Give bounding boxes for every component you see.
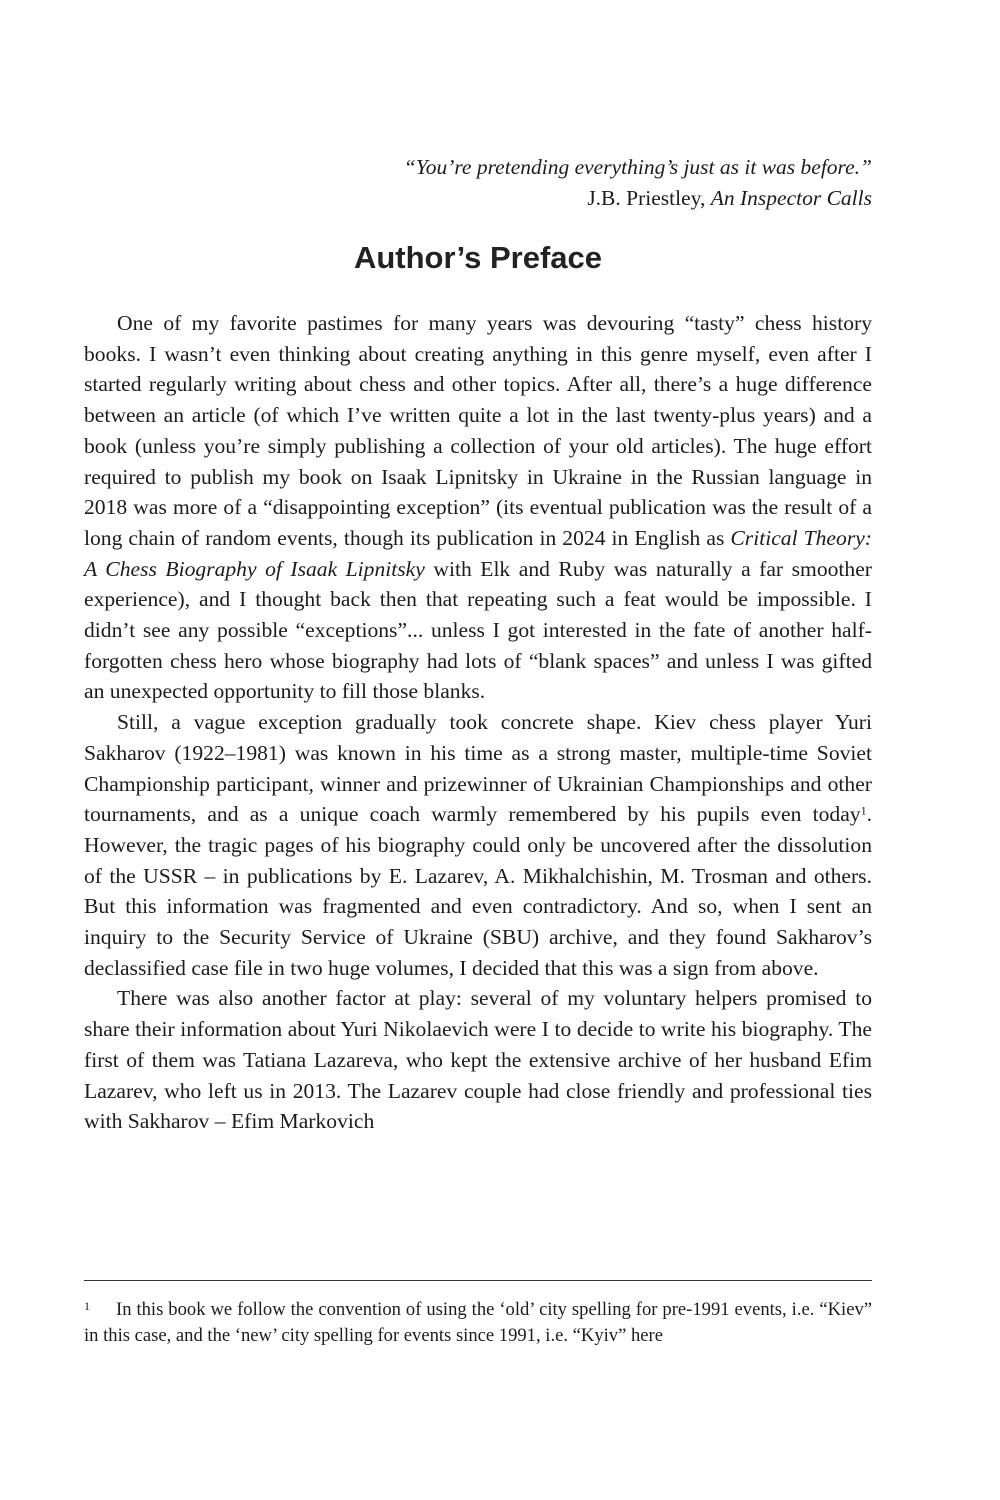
footnote: 1 In this book we follow the convention of using the ‘old’ city spelling for pre-1991 events, i.e. “Kiev” in this case, and the ‘new’ city spelling for events since 1991, i.e. “Kyiv” here: [84, 1298, 872, 1346]
footnote-text: In this book we follow the convention of using the ‘old’ city spelling for pre-1991 events, i.e. “Kiev” in this case, and the ‘new’ city spelling for events since 1991, i.e. “Kyiv” here: [84, 1299, 872, 1346]
footnote-reference[interactable]: 1: [860, 803, 867, 818]
epigraph-quote: “You’re pretending everything’s just as it was before.”: [403, 155, 872, 179]
page-title: Author’s Preface: [353, 240, 603, 275]
paragraph-2-text-b: . However, the tragic pages of his biography could only be uncovered after the dissolution of the USSR – in publications by E. Lazarev, A. Mikhalchishin, M. Trosman and others. But this information was fragmented and even contradictory. And so, when I sent an inquiry to the Security Service of Ukraine (SBU) archive, and they found Sakharov’s declassified case file in two huge volumes, I decided that this was a sign from above.: [84, 802, 872, 980]
paragraph-1-text-a: One of my favorite pastimes for many years was devouring “tasty” chess history books. I wasn’t even thinking about creating anything in this genre myself, even after I started regularly writing about chess and other topics. After all, there’s a huge difference between an article (of which I’ve written quite a lot in the last twenty-plus years) and a book (unless you’re simply publishing a collection of your old articles). The huge effort required to publish my book on Isaak Lipnitsky in Ukraine in the Russian language in 2018 was more of a “disappointing exception” (its eventual publication was the result of a long chain of random events, though its publication in 2024 in English as: [84, 311, 872, 550]
paragraph-3: There was also another factor at play: several of my voluntary helpers promised to share their information about Yuri Nikolaevich were I to decide to write his biography. The first of them was Tatiana Lazareva, who kept the extensive archive of her husband Efim Lazarev, who left us in 2013. The Lazarev couple had close friendly and professional ties with Sakharov – Efim Markovich: [84, 986, 872, 1134]
epigraph-attribution: [404, 183, 872, 214]
paragraph-1-text-b: with Elk and Ruby was naturally a far smoother experience), and I thought back then that repeating such a feat would be impossible. I didn’t see any possible “exceptions”... unless I got interested in the fate of another half-forgotten chess hero whose biography had lots of “blank spaces” and unless I was gifted an unexpected opportunity to fill those blanks.: [84, 556, 872, 704]
paragraph-2-text-a: Still, a vague exception gradually took concrete shape. Kiev chess player Yuri Sakharov (1922–1981) was known in his time as a strong master, multiple-time Soviet Championship participant, winner and prizewinner of Ukrainian Championships and other tournaments, and as a unique coach warmly remembered by his pupils even today: [84, 710, 872, 827]
epigraph: [404, 152, 872, 214]
epigraph-work: An Inspector Calls: [710, 186, 872, 210]
book-title-italic: Critical Theory: A Chess Biography of Isaak Lipnitsky: [84, 525, 872, 581]
paragraph-1: [84, 308, 872, 707]
paragraph-2: [84, 707, 872, 983]
footnote-divider: [84, 1280, 872, 1281]
epigraph-author: J.B. Priestley,: [587, 186, 706, 210]
preface-body: [84, 308, 872, 1137]
